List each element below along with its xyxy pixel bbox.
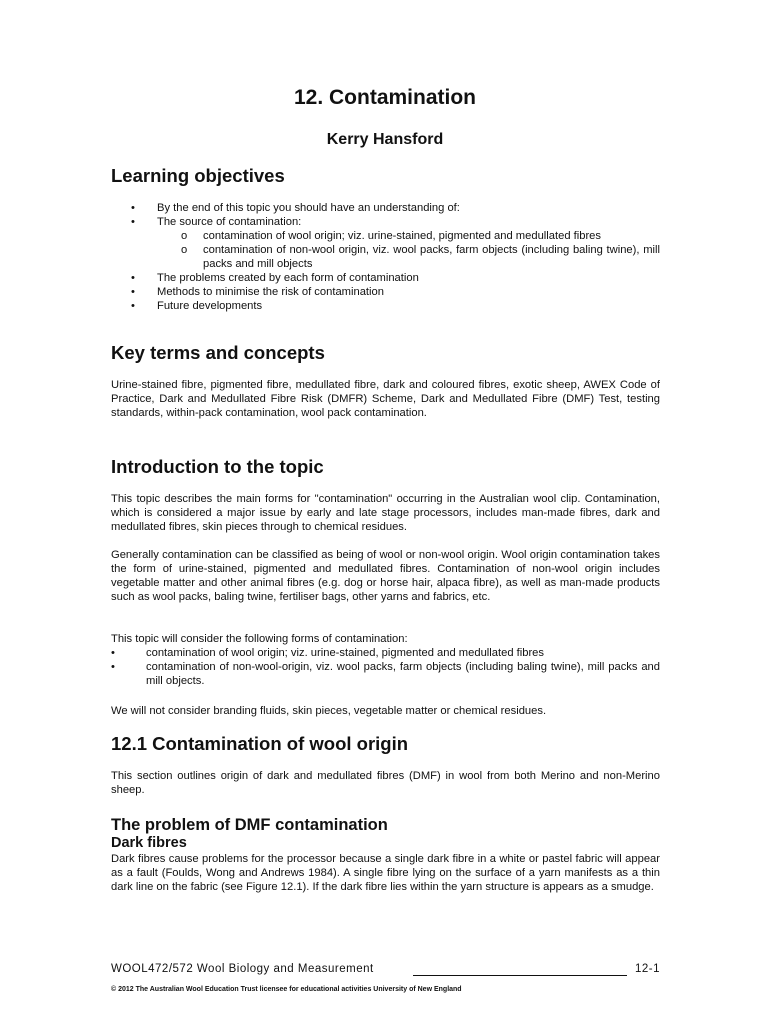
learning-objectives-heading: Learning objectives	[111, 165, 285, 186]
author-name: Kerry Hansford	[326, 131, 444, 148]
bullet-icon: •	[131, 272, 135, 284]
learning-objectives-list	[111, 201, 660, 313]
contamination-source-sublist	[157, 229, 660, 271]
list-item: • By the end of this topic you should have an understanding of:	[131, 202, 460, 214]
page-footer	[111, 963, 660, 979]
bullet-icon: •	[131, 286, 135, 298]
bullet-icon: •	[131, 300, 135, 312]
list-item: • contamination of non-wool-origin, viz. wool packs, farm objects (including baling twine), mill packs and mill objects.	[111, 661, 660, 687]
bullet-icon: •	[131, 216, 135, 228]
key-terms-heading: Key terms and concepts	[111, 342, 325, 363]
intro-paragraph: We will not consider branding fluids, skin pieces, vegetable matter or chemical residues.	[111, 705, 547, 717]
bullet-icon: •	[111, 647, 115, 659]
circle-bullet-icon: o	[181, 230, 188, 242]
bullet-icon: •	[131, 202, 135, 214]
key-terms-text: Urine-stained fibre, pigmented fibre, medullated fibre, dark and coloured fibres, exotic sheep, AWEX Code of Practice, Dark and Medullated Fibre Risk (DMFR) Scheme, Dark and Medullated Fibre (DMF) Test, testing standards, within-pack contamination, wool pack contamination.	[111, 379, 660, 419]
page-number: 12-1	[634, 963, 660, 975]
list-item: o contamination of wool origin; viz. urine-stained, pigmented and medullated fibres	[181, 230, 602, 242]
footer-rule	[413, 975, 627, 976]
contamination-forms-list	[111, 646, 660, 688]
list-item: • The problems created by each form of contamination	[131, 272, 419, 284]
dark-fibres-heading: Dark fibres	[111, 835, 187, 851]
introduction-heading: Introduction to the topic	[111, 456, 324, 477]
section-12-1-text: This section outlines origin of dark and medullated fibres (DMF) in wool from both Merino and non-Merino sheep.	[111, 770, 660, 796]
section-12-1-heading: 12.1 Contamination of wool origin	[111, 733, 409, 754]
list-item: • Future developments	[131, 300, 263, 312]
page-title: 12. Contamination	[293, 86, 477, 109]
list-item: • The source of contamination: o contamination of wool origin; viz. urine-stained, pigmented and medullated fibres o contamination of non-wool origin, viz. wool packs, farm objects (including baling twine), mill packs and mill objects	[131, 216, 660, 270]
course-name: WOOL472/572 Wool Biology and Measurement	[111, 963, 374, 975]
copyright-notice: © 2012 The Australian Wool Education Trust licensee for educational activities University of New England	[111, 986, 462, 993]
intro-paragraph: Generally contamination can be classified as being of wool or non-wool origin. Wool origin contamination takes the form of urine-stained, pigmented and medullated fibres. Contamination of non-wool origin includes vegetable matter and other animal fibres (e.g. dog or horse hair, alpaca fibre), as well as man-made products such as wool packs, baling twine, fertiliser bags, other yarns and fabrics, etc.	[111, 549, 660, 603]
circle-bullet-icon: o	[181, 244, 188, 256]
list-item: o contamination of non-wool origin, viz. wool packs, farm objects (including baling twine), mill packs and mill objects	[181, 244, 660, 270]
dark-fibres-text: Dark fibres cause problems for the processor because a single dark fibre in a white or pastel fabric will appear as a fault (Foulds, Wong and Andrews 1984). A single fibre lying on the surface of a yarn manifests as a thin dark line on the fabric (see Figure 12.1). If the dark fibre lies within the yarn structure is appears as a smudge.	[111, 853, 660, 893]
intro-paragraph: This topic will consider the following forms of contamination:	[111, 633, 408, 645]
list-item: • contamination of wool origin; viz. urine-stained, pigmented and medullated fibres	[111, 647, 545, 659]
intro-paragraph: This topic describes the main forms for "contamination" occurring in the Australian wool clip. Contamination, which is considered a major issue by early and late stage processors, includes man-made fibres, dark and medullated fibres, skin pieces through to chemical residues.	[111, 493, 660, 533]
bullet-icon: •	[111, 661, 115, 673]
list-item: • Methods to minimise the risk of contamination	[131, 286, 384, 298]
dmf-problem-heading: The problem of DMF contamination	[111, 816, 388, 834]
